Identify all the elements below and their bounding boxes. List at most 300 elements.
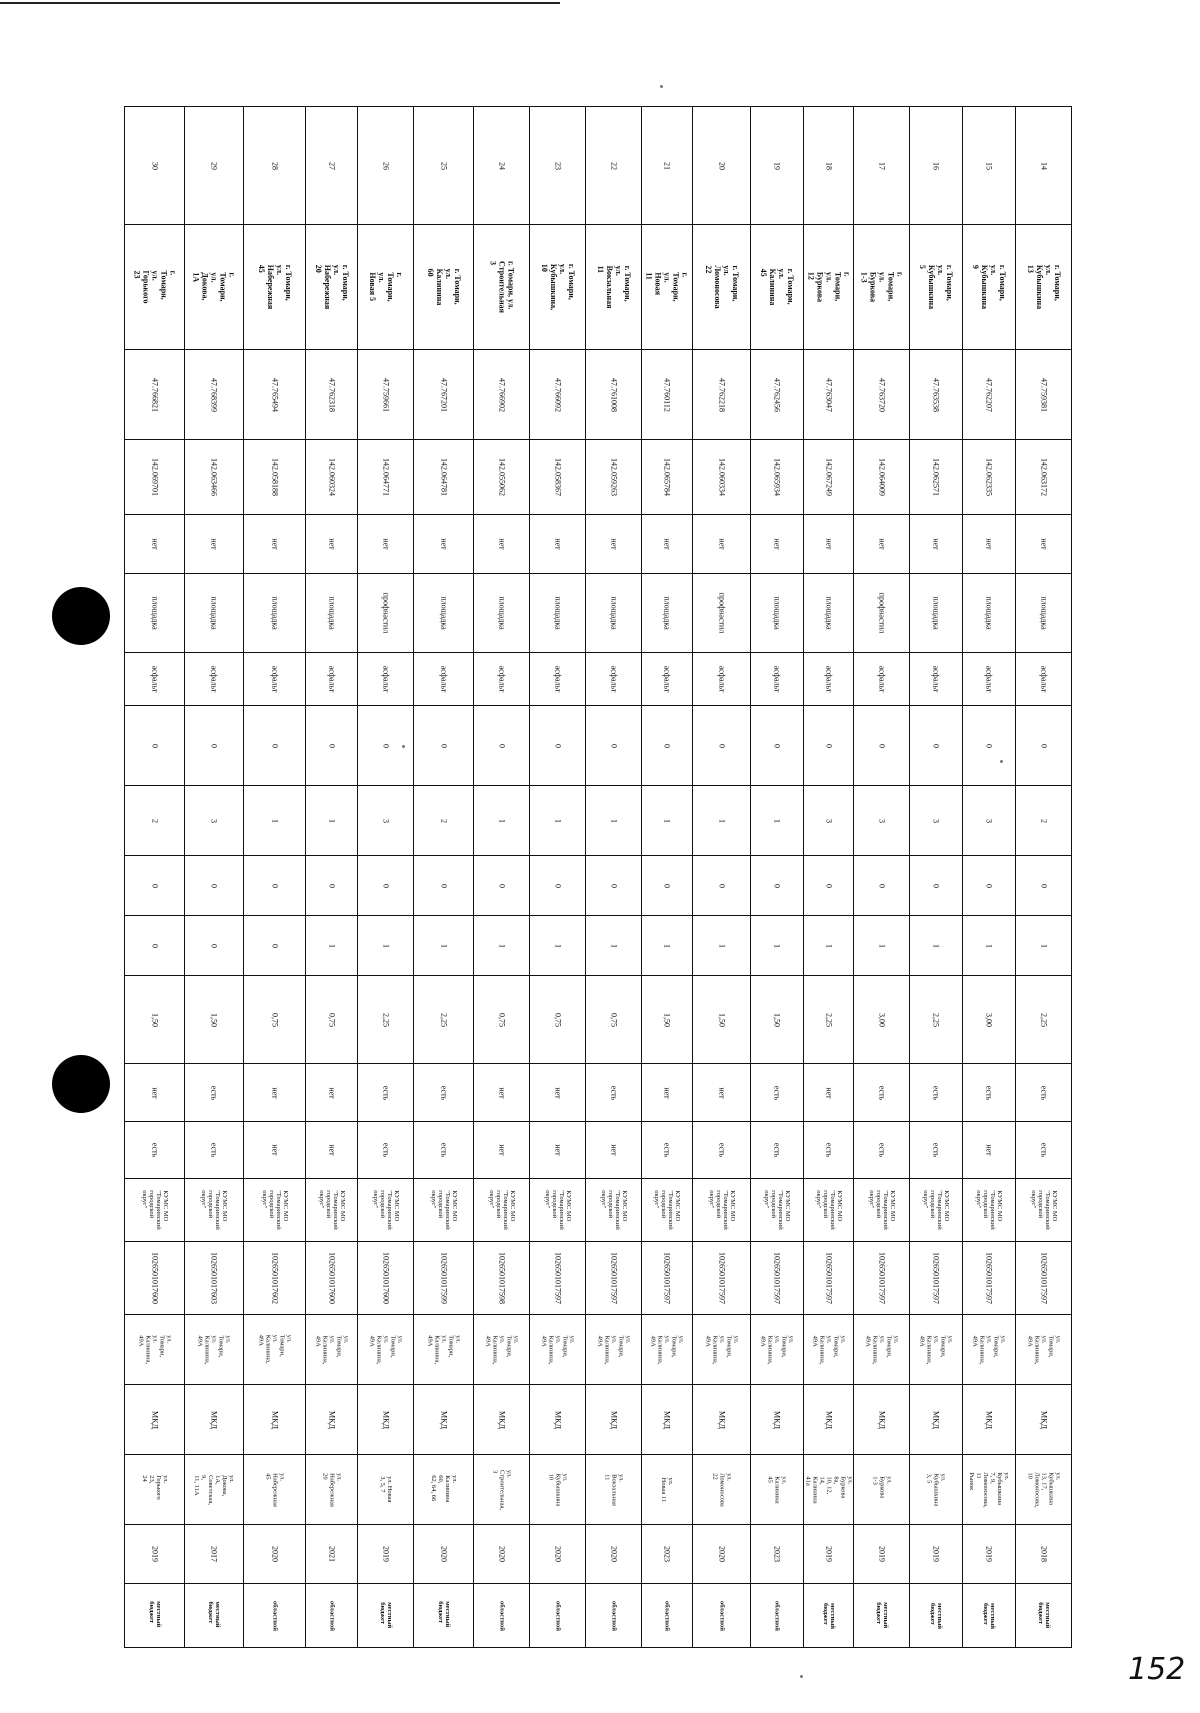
cell-text-address: г. Томари, ул. Кубышкина 13	[1025, 264, 1062, 310]
cell-text-ogrn: 1026501017597	[877, 1252, 886, 1304]
cell-text-c6: асфальт	[1039, 665, 1048, 693]
cell-text-c8: 2	[1039, 818, 1048, 823]
cell-text-c10: 1	[497, 943, 506, 948]
cell-text-objects: ул. Набережная 20	[321, 1472, 342, 1507]
cell-ogrn	[244, 1242, 306, 1315]
field-row-address	[125, 225, 1072, 350]
cell-c9	[586, 856, 642, 916]
cell-text-c4: нет	[327, 538, 336, 550]
cell-lon	[474, 440, 530, 515]
cell-text-year: 2020	[439, 1546, 448, 1562]
cell-c11	[586, 976, 642, 1064]
field-row-c4	[125, 515, 1072, 574]
cell-text-lat: 47.763047	[824, 377, 833, 412]
cell-text-c10: 1	[931, 943, 941, 948]
field-row-org_addr	[125, 1315, 1072, 1385]
cell-text-org_addr: ул. Томари, ул. Калинина, 49А	[314, 1335, 349, 1364]
cell-text-c7: 0	[497, 743, 506, 748]
cell-cat	[185, 1385, 244, 1455]
cell-text-c10: 0	[150, 943, 159, 948]
cell-cat	[804, 1385, 854, 1455]
cell-text-lat: 47.766902	[497, 377, 506, 412]
cell-text-c9: 0	[931, 883, 941, 888]
cell-c7	[963, 706, 1016, 786]
cell-text-ogrn: 1026501017599	[439, 1252, 448, 1304]
cell-text-c9: 0	[209, 883, 219, 888]
cell-org_addr	[530, 1315, 586, 1385]
cell-text-c13: есть	[150, 1142, 159, 1158]
cell-text-c6: асфальт	[150, 665, 159, 693]
cell-text-c10: 1	[877, 943, 886, 948]
cell-type	[125, 574, 185, 653]
cell-text-c8: 3	[209, 818, 219, 823]
cell-text-c8: 2	[150, 818, 159, 823]
cell-text-org: КУМС МО "Томаринский городской округ"	[1029, 1190, 1058, 1230]
cell-year	[358, 1525, 414, 1584]
cell-text-c12: нет	[717, 1086, 726, 1099]
cell-c12	[306, 1064, 358, 1122]
cell-text-cat: МКД	[327, 1410, 336, 1429]
cell-c9	[414, 856, 474, 916]
cell-text-org_addr: ул. Томари, ул. Калинина, 49А	[137, 1334, 172, 1364]
cell-text-lon: 142.058367	[553, 458, 562, 496]
cell-text-c4: нет	[209, 538, 219, 550]
cell-budget	[185, 1584, 244, 1648]
cell-text-c9: 0	[877, 883, 886, 888]
cell-objects	[693, 1455, 751, 1525]
cell-ogrn	[963, 1242, 1016, 1315]
cell-text-n: 14	[1039, 161, 1048, 170]
cell-text-type: площадка	[150, 596, 159, 630]
cell-text-c11: 1,50	[772, 1012, 782, 1027]
cell-c11	[530, 976, 586, 1064]
cell-c6	[693, 653, 751, 706]
cell-text-year: 2019	[931, 1546, 941, 1562]
cell-org_addr	[751, 1315, 804, 1385]
cell-text-org_addr: ул. Томари, ул. Калинина, 49А	[971, 1335, 1007, 1364]
cell-text-n: 15	[984, 161, 994, 170]
cell-text-year: 2020	[717, 1546, 726, 1562]
cell-n	[586, 107, 642, 225]
cell-text-ogrn: 1026501017597	[824, 1252, 833, 1304]
cell-c4	[474, 515, 530, 574]
cell-text-org: КУМС МО "Томаринский городской округ"	[317, 1190, 346, 1230]
cell-type	[1016, 574, 1072, 653]
cell-text-c10: 1	[717, 943, 726, 948]
cell-c8	[244, 786, 306, 856]
cell-c11	[306, 976, 358, 1064]
cell-c10	[910, 916, 963, 976]
cell-objects	[185, 1455, 244, 1525]
cell-text-n: 27	[327, 161, 336, 170]
cell-type	[474, 574, 530, 653]
cell-text-type: профнастил	[381, 592, 390, 634]
cell-text-type: площадка	[1039, 596, 1048, 630]
cell-text-c9: 0	[150, 883, 159, 888]
cell-text-year: 2020	[497, 1546, 506, 1562]
cell-text-budget: местный бюджет	[874, 1601, 889, 1628]
cell-ogrn	[642, 1242, 693, 1315]
cell-c10	[530, 916, 586, 976]
cell-c11	[125, 976, 185, 1064]
cell-text-c11: 2,25	[1039, 1012, 1048, 1027]
cell-text-c6: асфальт	[270, 665, 279, 693]
cell-text-c13: есть	[931, 1142, 941, 1158]
cell-n	[306, 107, 358, 225]
cell-text-type: площадка	[209, 596, 219, 630]
cell-c6	[963, 653, 1016, 706]
cell-text-c7: 0	[931, 743, 941, 748]
cell-c4	[358, 515, 414, 574]
cell-text-objects: ул. Новая 3, 5, 7	[378, 1475, 393, 1503]
cell-budget	[306, 1584, 358, 1648]
cell-c12	[125, 1064, 185, 1122]
cell-ogrn	[125, 1242, 185, 1315]
cell-text-c4: нет	[662, 538, 672, 550]
cell-c10	[414, 916, 474, 976]
cell-text-address: г. Томари, ул. Кубышкина, 10	[539, 263, 576, 311]
cell-c8	[804, 786, 854, 856]
cell-c8	[306, 786, 358, 856]
cell-text-ogrn: 1026501017597	[1039, 1252, 1048, 1304]
cell-c4	[185, 515, 244, 574]
cell-address	[586, 225, 642, 350]
cell-ogrn	[474, 1242, 530, 1315]
cell-c6	[586, 653, 642, 706]
cell-text-c8: 1	[553, 818, 562, 823]
cell-text-c4: нет	[984, 538, 994, 550]
cell-objects	[414, 1455, 474, 1525]
cell-text-org_addr: ул. Томари, ул. Калинина, 49А	[759, 1335, 795, 1364]
cell-text-c12: есть	[209, 1085, 219, 1100]
cell-text-org: КУМС МО "Томаринский городской округ"	[814, 1190, 843, 1230]
cell-text-c9: 0	[662, 883, 672, 888]
cell-budget	[530, 1584, 586, 1648]
cell-address	[358, 225, 414, 350]
cell-cat	[125, 1385, 185, 1455]
cell-text-address: г. Томари, ул. Калинина 45	[759, 268, 795, 306]
cell-org_addr	[963, 1315, 1016, 1385]
cell-text-year: 2023	[662, 1546, 672, 1562]
cell-budget	[642, 1584, 693, 1648]
cell-text-c6: асфальт	[609, 665, 618, 693]
field-row-c10	[125, 916, 1072, 976]
cell-c11	[693, 976, 751, 1064]
cell-n	[530, 107, 586, 225]
cell-text-c7: 0	[1039, 743, 1048, 748]
cell-text-c13: нет	[497, 1144, 506, 1156]
cell-text-lon: 142.060324	[327, 458, 336, 496]
cell-lon	[910, 440, 963, 515]
cell-c9	[185, 856, 244, 916]
cell-text-c11: 2,25	[381, 1012, 390, 1027]
cell-text-cat: МКД	[1039, 1410, 1048, 1429]
cell-n	[642, 107, 693, 225]
cell-c4	[751, 515, 804, 574]
cell-text-c11: 2,25	[824, 1012, 833, 1027]
cell-year	[693, 1525, 751, 1584]
cell-c8	[474, 786, 530, 856]
cell-text-lon: 142.062571	[931, 458, 941, 496]
cell-ogrn	[530, 1242, 586, 1315]
cell-text-n: 21	[662, 161, 672, 170]
cell-type	[358, 574, 414, 653]
cell-org	[693, 1179, 751, 1242]
field-row-c13	[125, 1122, 1072, 1179]
cell-c10	[751, 916, 804, 976]
cell-budget	[244, 1584, 306, 1648]
cell-text-year: 2019	[150, 1546, 159, 1562]
cell-org	[586, 1179, 642, 1242]
cell-budget	[125, 1584, 185, 1648]
cell-text-n: 29	[209, 161, 219, 170]
cell-text-c13: есть	[877, 1142, 886, 1158]
cell-text-budget: местный бюджет	[929, 1602, 943, 1629]
cell-text-ogrn: 1026501017597	[717, 1252, 726, 1304]
cell-text-c9: 0	[381, 883, 390, 888]
cell-text-c13: есть	[209, 1142, 219, 1158]
cell-text-n: 17	[877, 161, 886, 170]
cell-c11	[474, 976, 530, 1064]
cell-text-objects: ул. Строительная, 3	[491, 1469, 512, 1510]
cell-text-ogrn: 1026501017597	[662, 1252, 672, 1304]
cell-text-address: г. Томари, ул. Калинина 60	[425, 268, 462, 306]
cell-text-c6: асфальт	[439, 665, 448, 693]
cell-text-c10: 1	[381, 943, 390, 948]
cell-cat	[910, 1385, 963, 1455]
cell-text-n: 30	[150, 161, 159, 170]
cell-text-n: 16	[931, 161, 941, 170]
cell-text-c8: 3	[824, 818, 833, 823]
cell-text-c12: есть	[984, 1085, 994, 1100]
cell-cat	[854, 1385, 910, 1455]
cell-text-lon: 142.064009	[877, 458, 886, 496]
cell-text-cat: МКД	[209, 1410, 219, 1429]
cell-c13	[414, 1122, 474, 1179]
cell-text-lat: 47.762218	[717, 377, 726, 412]
cell-text-c9: 0	[609, 883, 618, 888]
cell-text-cat: МКД	[984, 1410, 994, 1429]
cell-c11	[751, 976, 804, 1064]
cell-org	[854, 1179, 910, 1242]
cell-text-c7: 0	[824, 743, 833, 748]
cell-c8	[185, 786, 244, 856]
cell-org_addr	[306, 1315, 358, 1385]
cell-text-lon: 142.055062	[497, 458, 506, 496]
cell-org	[306, 1179, 358, 1242]
cell-text-c12: нет	[662, 1086, 672, 1099]
cell-text-lat: 47.759381	[1039, 377, 1048, 412]
cell-text-objects: ул. Набережная 45	[264, 1472, 285, 1507]
cell-c7	[185, 706, 244, 786]
cell-cat	[358, 1385, 414, 1455]
cell-text-c4: нет	[497, 538, 506, 550]
cell-text-objects: ул. Докова, 1А, Советская, 9, 11, 11А	[193, 1474, 235, 1505]
cell-text-c11: 3,00	[984, 1012, 994, 1027]
cell-text-c7: 0	[209, 743, 219, 748]
cell-text-org_addr: ул. Томари, ул. Калинина, 49А	[811, 1335, 846, 1364]
cell-c7	[854, 706, 910, 786]
cell-budget	[414, 1584, 474, 1648]
cell-objects	[586, 1455, 642, 1525]
cell-c13	[751, 1122, 804, 1179]
cell-text-c13: есть	[824, 1142, 833, 1158]
field-row-n	[125, 107, 1072, 225]
cell-text-c6: асфальт	[931, 665, 941, 693]
cell-text-c8: 2	[439, 818, 448, 823]
cell-c4	[530, 515, 586, 574]
cell-text-lat: 47.761008	[609, 377, 618, 412]
cell-c4	[125, 515, 185, 574]
cell-c13	[244, 1122, 306, 1179]
cell-text-objects: ул. Новая 11	[660, 1477, 674, 1502]
field-row-c6	[125, 653, 1072, 706]
cell-c6	[804, 653, 854, 706]
cell-address	[306, 225, 358, 350]
cell-text-objects: ул. Кубышкина 3, 5	[925, 1473, 947, 1506]
cell-n	[414, 107, 474, 225]
cell-text-c4: нет	[824, 538, 833, 550]
cell-c6	[125, 653, 185, 706]
cell-text-c7: 0	[381, 743, 390, 748]
cell-c10	[642, 916, 693, 976]
cell-c10	[358, 916, 414, 976]
field-row-c9	[125, 856, 1072, 916]
cell-year	[306, 1525, 358, 1584]
scan-top-edge-line	[0, 2, 560, 4]
cell-text-c10: 0	[209, 943, 219, 948]
cell-text-c10: 1	[662, 943, 672, 948]
cell-text-year: 2019	[984, 1546, 994, 1562]
cell-n	[751, 107, 804, 225]
cell-n	[693, 107, 751, 225]
cell-type	[244, 574, 306, 653]
cell-text-c7: 0	[877, 743, 886, 748]
cell-text-n: 24	[497, 161, 506, 170]
cell-lat	[854, 350, 910, 440]
cell-text-address: г. Томари, ул. Новая 11	[644, 272, 690, 302]
cell-text-ogrn: 1026501017600	[150, 1252, 159, 1304]
cell-address	[854, 225, 910, 350]
cell-c13	[125, 1122, 185, 1179]
cell-objects	[358, 1455, 414, 1525]
cell-text-n: 23	[553, 161, 562, 170]
cell-objects	[804, 1455, 854, 1525]
cell-c6	[414, 653, 474, 706]
cell-text-ogrn: 1026501017597	[984, 1252, 994, 1304]
cell-text-org_addr: ул. Томари, ул. Калинина, 49А	[196, 1335, 232, 1364]
cell-text-c7: 0	[984, 743, 994, 748]
cell-text-org_addr: ул. Томари, ул. Калинина, 49А	[257, 1334, 292, 1364]
scan-speck	[800, 1675, 803, 1678]
cell-budget	[358, 1584, 414, 1648]
cell-text-c6: асфальт	[327, 665, 336, 693]
cell-text-cat: МКД	[270, 1410, 279, 1429]
cell-c7	[804, 706, 854, 786]
field-row-lat	[125, 350, 1072, 440]
cell-year	[751, 1525, 804, 1584]
cell-text-ogrn: 1026501017600	[327, 1252, 336, 1304]
cell-c9	[306, 856, 358, 916]
cell-ogrn	[693, 1242, 751, 1315]
cell-text-c13: нет	[553, 1144, 562, 1156]
cell-address	[1016, 225, 1072, 350]
cell-c8	[642, 786, 693, 856]
cell-text-c12: нет	[824, 1086, 833, 1099]
cell-text-c7: 0	[439, 743, 448, 748]
cell-text-lat: 47.766092	[553, 377, 562, 412]
cell-text-address: г. Томари, ул. Новая 5	[367, 272, 404, 302]
cell-lon	[963, 440, 1016, 515]
cell-ogrn	[804, 1242, 854, 1315]
cell-text-c6: асфальт	[662, 665, 672, 693]
punch-hole-upper	[52, 587, 110, 645]
cell-lat	[306, 350, 358, 440]
cell-lon	[1016, 440, 1072, 515]
cell-text-c7: 0	[609, 743, 618, 748]
cell-c6	[244, 653, 306, 706]
cell-text-org_addr: ул. Томари, ул. Калинина, 49А	[1026, 1335, 1061, 1364]
cell-text-c4: нет	[150, 538, 159, 550]
cell-year	[414, 1525, 474, 1584]
cell-text-c7: 0	[662, 743, 672, 748]
cell-text-c12: нет	[497, 1086, 506, 1099]
cell-text-address: г. Томари, ул. Ломоносова 22	[703, 265, 740, 309]
cell-ogrn	[306, 1242, 358, 1315]
cell-c8	[751, 786, 804, 856]
cell-text-c9: 0	[772, 883, 782, 888]
cell-text-c11: 3,00	[877, 1012, 886, 1027]
cell-lon	[358, 440, 414, 515]
cell-text-c12: нет	[150, 1086, 159, 1099]
cell-c8	[693, 786, 751, 856]
cell-org_addr	[244, 1315, 306, 1385]
cell-objects	[1016, 1455, 1072, 1525]
cell-org	[358, 1179, 414, 1242]
cell-address	[474, 225, 530, 350]
cell-text-objects: ул. Калинина 45	[766, 1475, 788, 1504]
cell-c4	[244, 515, 306, 574]
cell-text-cat: МКД	[662, 1410, 672, 1429]
cell-text-c10: 1	[439, 943, 448, 948]
cell-objects	[474, 1455, 530, 1525]
cell-c12	[185, 1064, 244, 1122]
cell-lon	[306, 440, 358, 515]
cell-text-c8: 1	[772, 818, 782, 823]
cell-c13	[642, 1122, 693, 1179]
cell-text-type: площадка	[984, 596, 994, 630]
cell-c10	[474, 916, 530, 976]
cell-c12	[693, 1064, 751, 1122]
cell-text-c9: 0	[327, 883, 336, 888]
cell-c9	[963, 856, 1016, 916]
punch-hole-lower	[52, 1055, 110, 1113]
cell-text-org_addr: ул. Томари, ул. Калинина, 49А	[596, 1335, 631, 1364]
cell-c7	[693, 706, 751, 786]
cell-org	[751, 1179, 804, 1242]
cell-text-type: площадка	[609, 596, 618, 630]
cell-text-objects: ул. Горького 23, 24	[140, 1474, 169, 1500]
cell-text-budget: местный бюджет	[821, 1602, 836, 1629]
cell-text-type: площадка	[772, 596, 782, 630]
cell-c9	[751, 856, 804, 916]
cell-org	[910, 1179, 963, 1242]
cell-text-c11: 1,50	[662, 1012, 672, 1027]
cell-c12	[751, 1064, 804, 1122]
cell-text-c11: 1,50	[717, 1012, 726, 1027]
cell-text-objects: ул. Вокзальная 11	[603, 1473, 624, 1506]
cell-text-c8: 1	[497, 818, 506, 823]
